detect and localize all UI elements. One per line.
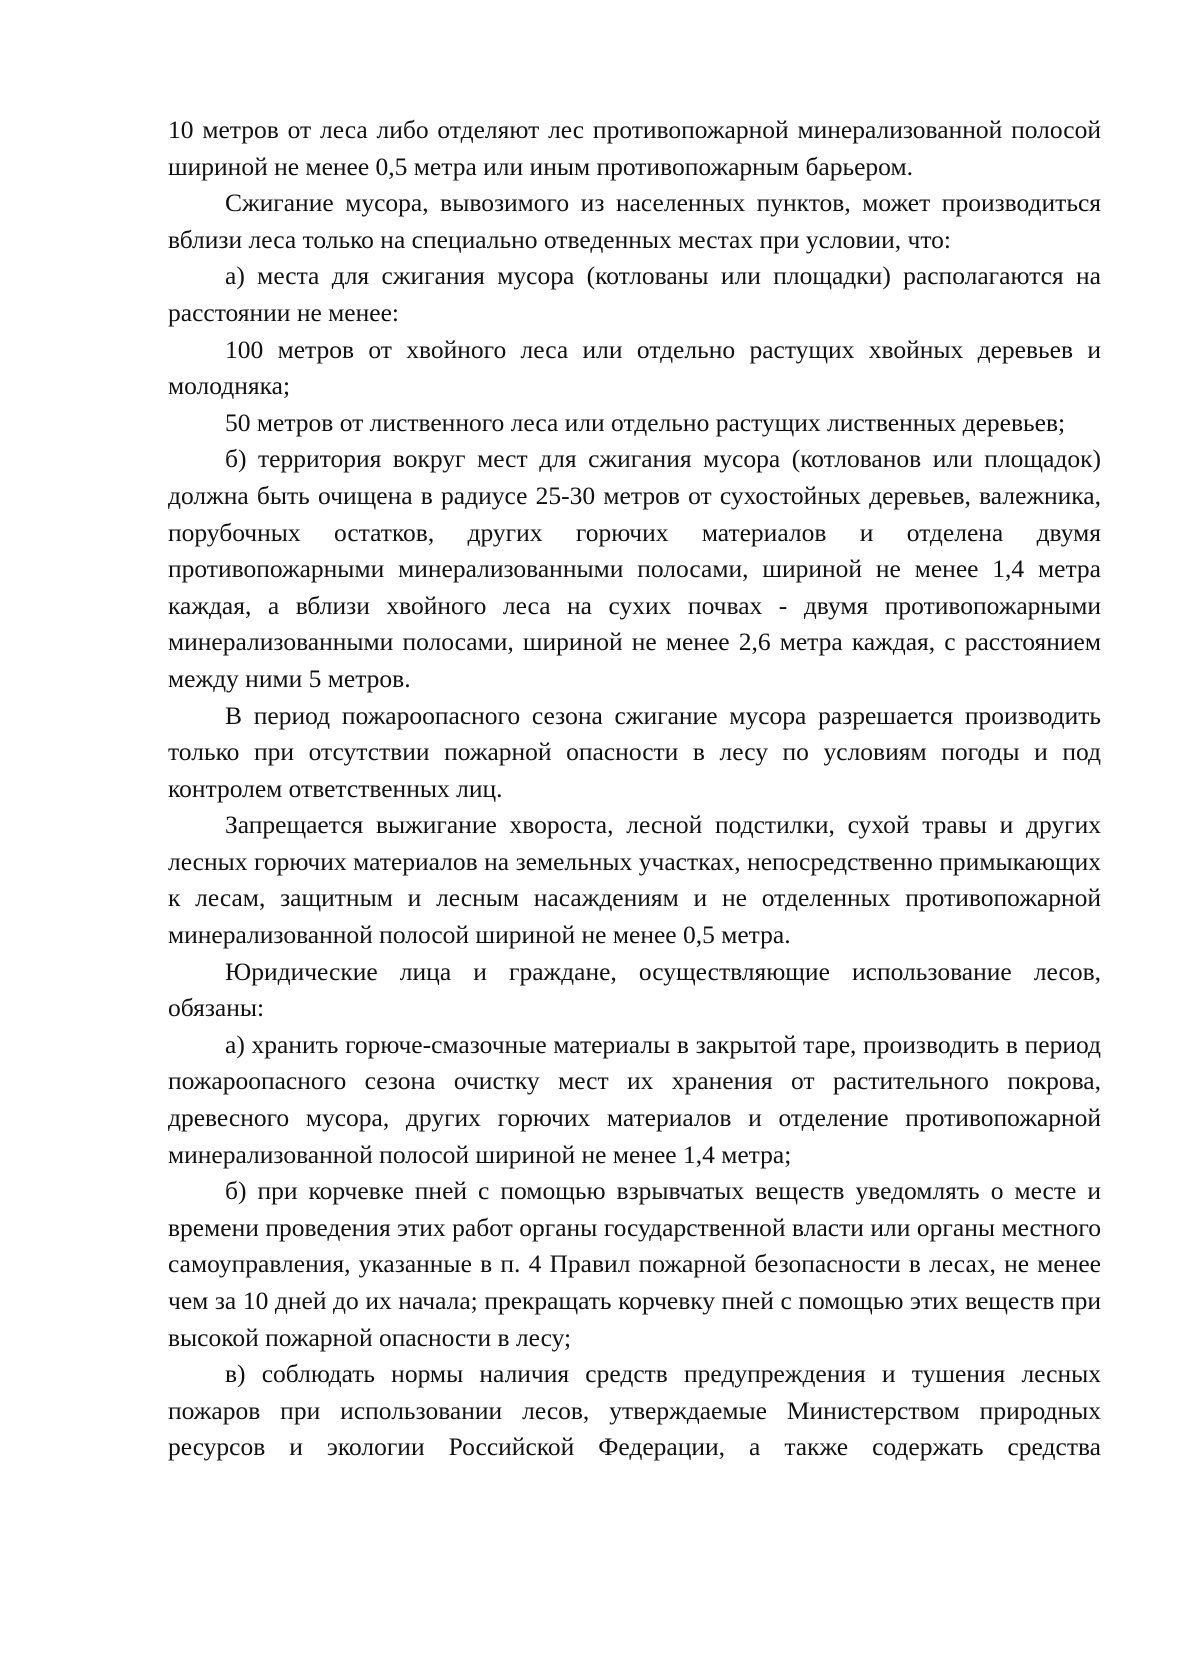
paragraph-5: 50 метров от лиственного леса или отдельно растущих лиственных деревьев; — [225, 407, 1066, 437]
paragraph-2: Сжигание мусора, вывозимого из населенных пунктов, может производиться вблизи леса только на специально отведенных местах при условии, что: — [168, 188, 1101, 254]
paragraph-8: Запрещается выжигание хвороста, лесной подстилки, сухой травы и других лесных горючих материалов на земельных участках, непосредственно примыкающих к лесам, защитным и лесным насаждениям и не отделенных противопожарной минерализованной полосой шириной не менее 0,5 метра. — [168, 810, 1101, 950]
paragraph-3: а) места для сжигания мусора (котлованы или площадки) располагаются на расстоянии не менее: — [168, 261, 1101, 327]
paragraph-6: б) территория вокруг мест для сжигания мусора (котлованов или площадок) должна быть очищена в радиусе 25-30 метров от сухостойных деревьев, валежника, порубочных остатков, других горючих материалов и отделена двумя противопожарными минерализованными полосами, шириной не менее 1,4 метра каждая, а вблизи хвойного леса на сухих почвах - двумя противопожарными минерализованными полосами, шириной не менее 2,6 метра каждая, с расстоянием между ними 5 метров. — [168, 444, 1101, 693]
paragraph-9: Юридические лица и граждане, осуществляющие использование лесов, обязаны: — [168, 956, 1101, 1023]
paragraph-1: 10 метров от леса либо отделяют лес противопожарной минерализованной полосой шириной не менее 0,5 метра или иным противопожарным барьером. — [168, 115, 1101, 181]
document-body — [168, 112, 1101, 1466]
paragraph-11: б) при корчевке пней с помощью взрывчатых веществ уведомлять о месте и времени проведения этих работ органы государственной власти или органы местного самоуправления, указанные в п. 4 Правил пожарной безопасности в лесах, не менее чем за 10 дней до их начала; прекращать корчевку пней с помощью этих веществ при высокой пожарной опасности в лесу; — [168, 1176, 1101, 1352]
paragraph-4: 100 метров от хвойного леса или отдельно растущих хвойных деревьев и молодняка; — [168, 334, 1101, 401]
paragraph-10: а) хранить горюче-смазочные материалы в закрытой таре, производить в период пожароопасного сезона очистку мест их хранения от растительного покрова, древесного мусора, других горючих материалов и отделение противопожарной минерализованной полосой шириной не менее 1,4 метра; — [168, 1029, 1101, 1169]
paragraph-12: в) соблюдать нормы наличия средств предупреждения и тушения лесных пожаров при использовании лесов, утверждаемые Министерством природных ресурсов и экологии Российской Федерации, а также содержать средства — [168, 1359, 1101, 1462]
paragraph-7: В период пожароопасного сезона сжигание мусора разрешается производить только при отсутствии пожарной опасности в лесу по условиям погоды и под контролем ответственных лиц. — [168, 700, 1101, 803]
